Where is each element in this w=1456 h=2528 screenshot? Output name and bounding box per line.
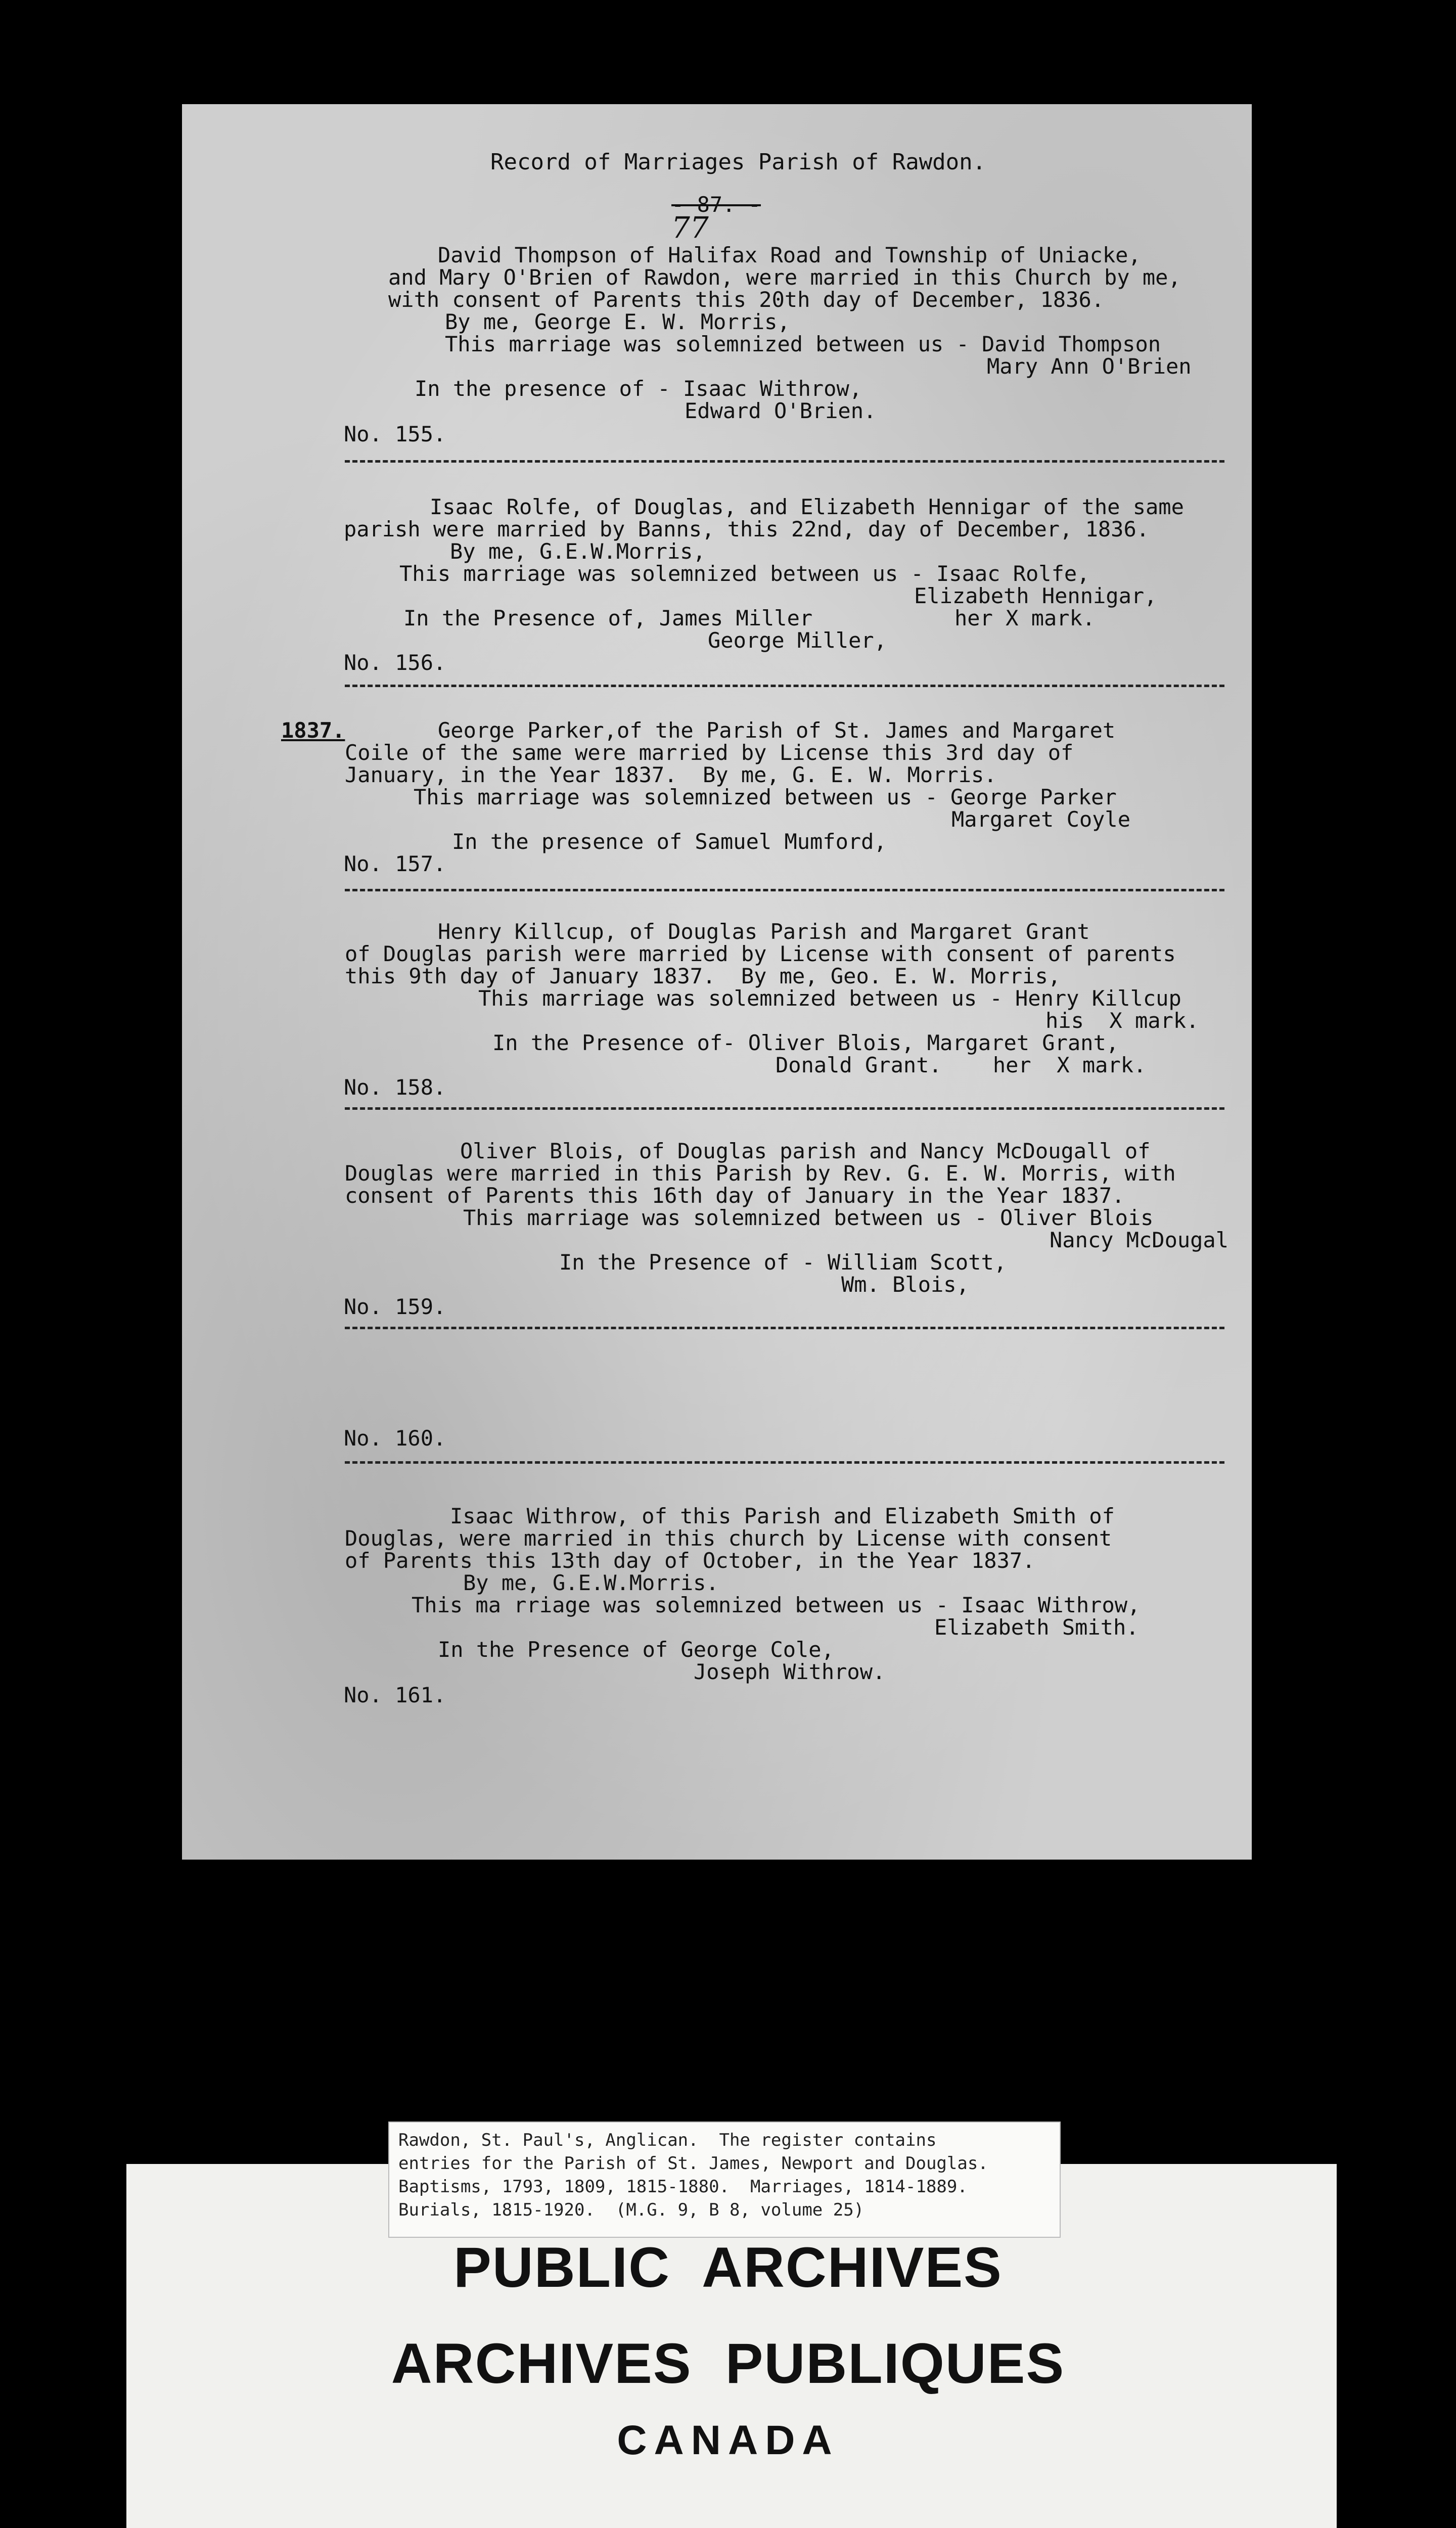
entry-line: Elizabeth Hennigar, [914, 583, 1157, 608]
register-header: Record of Marriages Parish of Rawdon. [490, 149, 986, 175]
entry-line: By me, G.E.W.Morris. [463, 1570, 719, 1595]
entry-line: In the Presence of - William Scott, [559, 1250, 1007, 1275]
entry-line: Margaret Coyle [951, 807, 1131, 832]
entry-year: 1837. [281, 718, 345, 743]
archive-stamp-line2: ARCHIVES PUBLIQUES [391, 2332, 1065, 2395]
entry-number: No. 160. [344, 1426, 446, 1451]
entry-line: This marriage was solemnized between us - David Thompson [445, 332, 1161, 356]
entry-line: Isaac Withrow, of this Parish and Elizabeth Smith of [450, 1504, 1115, 1528]
page-number-handwritten: 77 [671, 210, 709, 245]
entry-line: his X mark. [1045, 1008, 1199, 1033]
entry-divider [345, 460, 1224, 463]
entry-line: By me, G.E.W.Morris, [450, 539, 706, 564]
entry-line: By me, George E. W. Morris, [445, 309, 790, 334]
archive-label-line: Burials, 1815-1920. (M.G. 9, B 8, volume 25) [398, 2200, 864, 2220]
archive-stamp-line1: PUBLIC ARCHIVES [453, 2236, 1003, 2299]
entry-line: Oliver Blois, of Douglas parish and Nancy McDougall of [460, 1139, 1151, 1163]
entry-divider [345, 1107, 1224, 1110]
entry-line: In the Presence of George Cole, [438, 1637, 834, 1662]
entry-line: consent of Parents this 16th day of January in the Year 1837. [345, 1183, 1125, 1208]
entry-line: of Parents this 13th day of October, in the Year 1837. [345, 1548, 1035, 1573]
entry-line: Douglas were married in this Parish by Rev. G. E. W. Morris, with [345, 1161, 1176, 1186]
archive-label-line: Rawdon, St. Paul's, Anglican. The register contains [398, 2130, 937, 2150]
entry-line: In the Presence of, James Miller [403, 606, 813, 630]
entry-number: No. 159. [344, 1294, 446, 1319]
entry-line: January, in the Year 1837. By me, G. E. W. Morris. [345, 762, 997, 787]
entry-number: No. 156. [344, 650, 446, 675]
entry-number: No. 155. [344, 422, 446, 446]
entry-line: and Mary O'Brien of Rawdon, were married in this Church by me, [388, 265, 1181, 290]
entry-divider [345, 1461, 1224, 1464]
entry-line: with consent of Parents this 20th day of December, 1836. [388, 287, 1105, 312]
register-page [182, 104, 1252, 1860]
entry-line: Joseph Withrow. [694, 1659, 886, 1684]
entry-number: No. 158. [344, 1075, 446, 1100]
entry-number: No. 161. [344, 1683, 446, 1707]
archive-label [388, 2121, 1061, 2238]
entry-line: David Thompson of Halifax Road and Township of Uniacke, [438, 243, 1141, 267]
entry-line: Mary Ann O'Brien [987, 354, 1192, 379]
entry-line: Coile of the same were married by License this 3rd day of [345, 740, 1074, 765]
entry-line: Elizabeth Smith. [934, 1615, 1139, 1640]
entry-line: This marriage was solemnized between us - George Parker [414, 785, 1117, 809]
entry-line: In the presence of - Isaac Withrow, [415, 376, 862, 401]
entry-line: parish were married by Banns, this 22nd, day of December, 1836. [344, 517, 1150, 541]
entry-line: Henry Killcup, of Douglas Parish and Margaret Grant [438, 919, 1090, 944]
entry-line: Wm. Blois, [841, 1272, 969, 1297]
entry-line: Isaac Rolfe, of Douglas, and Elizabeth Hennigar of the same [430, 494, 1184, 519]
entry-line: This ma rriage was solemnized between us - Isaac Withrow, [412, 1593, 1141, 1617]
entry-line: of Douglas parish were married by License with consent of parents [345, 941, 1176, 966]
entry-line: this 9th day of January 1837. By me, Geo. E. W. Morris, [345, 964, 1061, 988]
entry-line: In the Presence of- Oliver Blois, Margaret Grant, [492, 1030, 1119, 1055]
entry-line: Douglas, were married in this church by License with consent [345, 1526, 1112, 1551]
archive-label-line: Baptisms, 1793, 1809, 1815-1880. Marriages, 1814-1889. [398, 2177, 968, 2197]
entry-line: her X mark. [954, 606, 1096, 630]
entry-line: In the presence of Samuel Mumford, [452, 829, 887, 854]
entry-line: George Miller, [708, 628, 887, 653]
entry-line: Edward O'Brien. [685, 398, 877, 423]
entry-divider [345, 685, 1224, 687]
entry-line: This marriage was solemnized between us - Henry Killcup [478, 986, 1181, 1011]
entry-line: This marriage was solemnized between us - Oliver Blois [463, 1205, 1154, 1230]
archive-label-line: entries for the Parish of St. James, Newport and Douglas. [398, 2153, 988, 2174]
entry-number: No. 157. [344, 851, 446, 876]
page-number-struck: - 87. - [671, 192, 761, 217]
entry-line: Nancy McDougal [1050, 1228, 1229, 1252]
entry-divider [345, 889, 1224, 891]
archive-stamp-line3: CANADA [617, 2417, 839, 2463]
entry-line: This marriage was solemnized between us - Isaac Rolfe, [399, 561, 1090, 586]
entry-line: George Parker,of the Parish of St. James and Margaret [438, 718, 1116, 743]
entry-divider [345, 1327, 1224, 1329]
entry-line: Donald Grant. her X mark. [776, 1053, 1147, 1077]
